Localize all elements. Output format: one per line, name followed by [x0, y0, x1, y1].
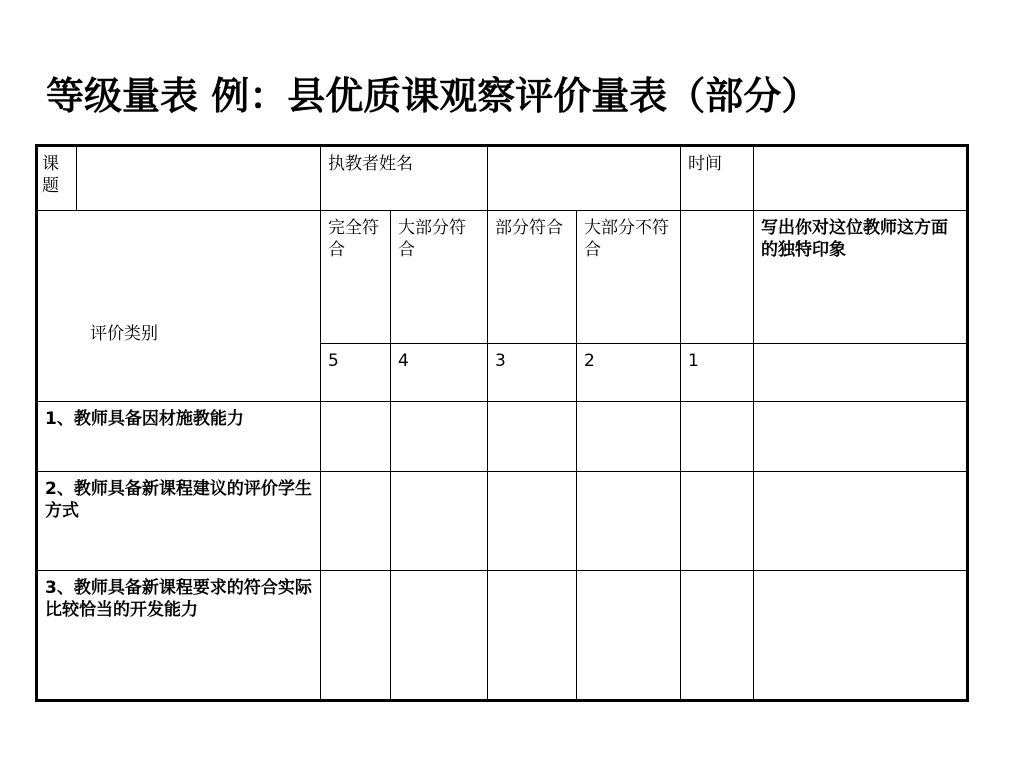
rating-cell — [321, 402, 391, 472]
rating-cell — [488, 472, 577, 571]
level-label: 大部分不符合 — [577, 211, 681, 344]
rating-cell — [488, 571, 577, 701]
level-score: 5 — [321, 344, 391, 402]
item-text: 1、教师具备因材施教能力 — [37, 402, 321, 472]
topic-label: 课题 — [37, 146, 77, 211]
impression-cell — [754, 571, 968, 701]
category-label: 评价类别 — [37, 211, 321, 402]
item-row — [37, 472, 968, 571]
rating-cell — [321, 472, 391, 571]
level-score: 2 — [577, 344, 681, 402]
topic-value — [77, 146, 321, 211]
teacher-name-value — [488, 146, 681, 211]
level-label: 大部分符合 — [391, 211, 488, 344]
rating-cell — [391, 402, 488, 472]
time-label: 时间 — [681, 146, 754, 211]
teacher-name-label: 执教者姓名 — [321, 146, 488, 211]
impression-cell — [754, 402, 968, 472]
level-label — [681, 211, 754, 344]
rating-cell — [577, 402, 681, 472]
level-label: 完全符合 — [321, 211, 391, 344]
header-row — [37, 146, 968, 211]
score-impression-cell — [754, 344, 968, 402]
time-value — [754, 146, 968, 211]
impression-cell — [754, 472, 968, 571]
page-title: 等级量表 例：县优质课观察评价量表（部分） — [46, 74, 820, 118]
level-label: 部分符合 — [488, 211, 577, 344]
rating-cell — [577, 472, 681, 571]
item-text: 3、教师具备新课程要求的符合实际比较恰当的开发能力 — [37, 571, 321, 701]
item-text: 2、教师具备新课程建议的评价学生方式 — [37, 472, 321, 571]
rating-cell — [321, 571, 391, 701]
rating-cell — [681, 402, 754, 472]
rating-cell — [681, 571, 754, 701]
level-score: 4 — [391, 344, 488, 402]
rating-cell — [391, 571, 488, 701]
level-score: 3 — [488, 344, 577, 402]
rating-cell — [391, 472, 488, 571]
evaluation-table — [35, 144, 969, 702]
level-labels-row — [37, 211, 968, 344]
rating-cell — [577, 571, 681, 701]
level-score: 1 — [681, 344, 754, 402]
rating-cell — [681, 472, 754, 571]
rating-cell — [488, 402, 577, 472]
impression-label: 写出你对这位教师这方面的独特印象 — [754, 211, 968, 344]
item-row — [37, 402, 968, 472]
item-row — [37, 571, 968, 701]
